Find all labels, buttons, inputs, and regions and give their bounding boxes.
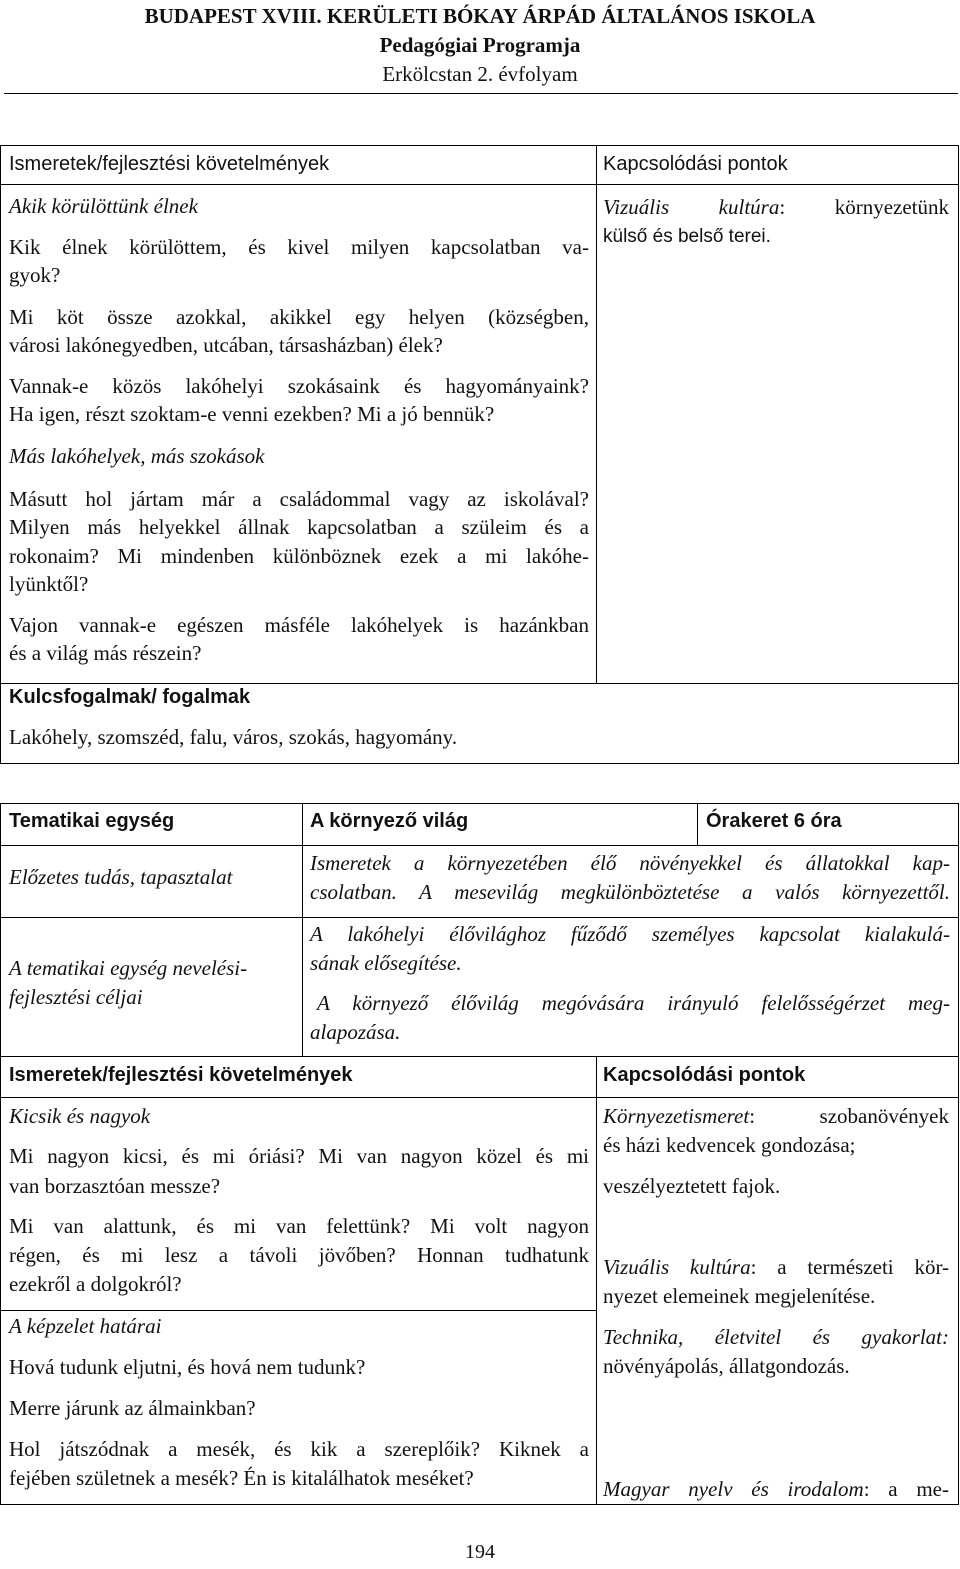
connection-text: külső és belső terei.: [603, 226, 771, 247]
keywords-text: Lakóhely, szomszéd, falu, város, szokás, hagyomány.: [9, 725, 458, 749]
question-text: rokonaim? Mi mindenben különböznek ezek a mi lakóhe-: [9, 544, 589, 568]
connection-text: : szobanövények: [749, 1104, 949, 1128]
keywords-title: Kulcsfogalmak/ fogalmak: [9, 686, 251, 708]
question-text: gyok?: [9, 263, 61, 287]
connection-item: [603, 192, 949, 222]
goal-text: sának elősegítése.: [310, 951, 462, 975]
question-text: Mi nagyon kicsi, és mi óriási? Mi van nagyon közel és mi: [9, 1144, 589, 1168]
question-text: ezekről a dolgokról?: [9, 1272, 182, 1296]
topic-title: A képzelet határai: [9, 1314, 162, 1338]
table-1-column-divider: [596, 145, 597, 683]
question-text: fejében születnek a mesék? Én is kitalálhatok meséket?: [9, 1466, 474, 1490]
hours-value: Órakeret 6 óra: [706, 810, 842, 832]
topic-title: Más lakóhelyek, más szokások: [9, 444, 265, 468]
connection-label: Magyar nyelv és irodalom: [603, 1477, 864, 1501]
connection-item: [603, 1101, 949, 1131]
table-2-row-divider: [0, 1056, 959, 1057]
question-text: régen, és mi lesz a távoli jövőben? Honnan tudhatunk: [9, 1243, 589, 1267]
question-text: lyünktől?: [9, 572, 89, 596]
connection-label: Technika, életvitel és gyakorlat:: [603, 1325, 949, 1349]
unit-label: Tematikai egység: [9, 810, 175, 832]
topic-title: Kicsik és nagyok: [9, 1104, 151, 1128]
goal-text: alapozása.: [310, 1020, 401, 1044]
header-divider: [4, 93, 958, 94]
prior-knowledge-text: csolatban. A mesevilág megkülönböztetése a valós környezettől.: [310, 880, 950, 904]
goals-label: A tematikai egység nevelési-: [9, 956, 248, 980]
table-1-right-header: Kapcsolódási pontok: [603, 153, 788, 175]
connection-text: és házi kedvencek gondozása;: [603, 1133, 856, 1157]
connection-label: Környezetismeret: [603, 1104, 750, 1128]
question-text: Vajon vannak-e egészen másféle lakóhelyek is hazánkban: [9, 613, 589, 637]
connection-item: [603, 1252, 949, 1282]
connection-text: növényápolás, állatgondozás.: [603, 1354, 850, 1378]
table-2-left-header: Ismeretek/fejlesztési követelmények: [9, 1064, 353, 1086]
table-1-left-header: Ismeretek/fejlesztési követelmények: [9, 153, 330, 175]
question-text: Mi van alattunk, és mi van felettünk? Mi volt nagyon: [9, 1214, 589, 1238]
subject-title: Erkölcstan 2. évfolyam: [382, 62, 578, 86]
program-title: Pedagógiai Programja: [379, 33, 581, 57]
question-text: van borzasztóan messze?: [9, 1174, 221, 1198]
question-text: Milyen más helyekkel állnak kapcsolatban a szüleim és a: [9, 515, 589, 539]
question-text: Mi köt össze azokkal, akikkel egy helyen (községben,: [9, 305, 589, 329]
connection-text: : a természeti kör-: [750, 1255, 950, 1279]
unit-value: A környező világ: [310, 810, 469, 832]
goal-text: A környező élővilág megóvására irányuló felelősségérzet meg-: [317, 991, 950, 1015]
question-text: Kik élnek körülöttem, és kivel milyen kapcsolatban va-: [9, 235, 589, 259]
prior-knowledge-label: Előzetes tudás, tapasztalat: [9, 865, 233, 889]
table-2-header-divider: [0, 1097, 959, 1098]
connection-label: Vizuális kultúra: [603, 1255, 751, 1279]
question-text: városi lakónegyedben, utcában, társasházban) élek?: [9, 333, 443, 357]
question-text: Merre járunk az álmainkban?: [9, 1396, 256, 1420]
connection-text: nyezet elemeinek megjelenítése.: [603, 1284, 876, 1308]
table-2-column-divider: [596, 1056, 597, 1505]
table-2-row-divider: [0, 917, 959, 918]
question-text: Hol játszódnak a mesék, és kik a szereplőik? Kiknek a: [9, 1437, 589, 1461]
question-text: Hová tudunk eljutni, és hová nem tudunk?: [9, 1355, 366, 1379]
connection-text: : környezetünk: [779, 195, 949, 219]
goals-label: fejlesztési céljai: [9, 985, 143, 1009]
question-text: Ha igen, részt szoktam-e venni ezekben? Mi a jó bennük?: [9, 402, 495, 426]
table-2-label-divider: [302, 803, 303, 1056]
page-header: [0, 2, 960, 89]
question-text: és a világ más részein?: [9, 641, 202, 665]
prior-knowledge-text: Ismeretek a környezetében élő növényekkel és állatokkal kap-: [310, 851, 950, 875]
table-2-right-header: Kapcsolódási pontok: [603, 1064, 806, 1086]
connection-item: [603, 1474, 949, 1504]
question-text: Másutt hol jártam már a családommal vagy az iskolával?: [9, 487, 589, 511]
connection-text: : a me-: [863, 1477, 949, 1501]
goal-text: A lakóhelyi élővilághoz fűződő személyes kapcsolat kialakulá-: [310, 922, 950, 946]
table-2-row-divider: [0, 845, 959, 846]
question-text: Vannak-e közös lakóhelyi szokásaink és hagyományaink?: [9, 374, 589, 398]
connection-text: veszélyeztetett fajok.: [603, 1174, 781, 1198]
topic-title: Akik körülöttünk élnek: [9, 194, 198, 218]
table-2-hours-divider: [697, 803, 698, 845]
page-number: 194: [465, 1541, 495, 1563]
connection-label: Vizuális kultúra: [603, 195, 780, 219]
table-1-header-divider: [0, 184, 959, 185]
school-name: BUDAPEST XVIII. KERÜLETI BÓKAY ÁRPÁD ÁLTALÁNOS ISKOLA: [144, 4, 816, 28]
